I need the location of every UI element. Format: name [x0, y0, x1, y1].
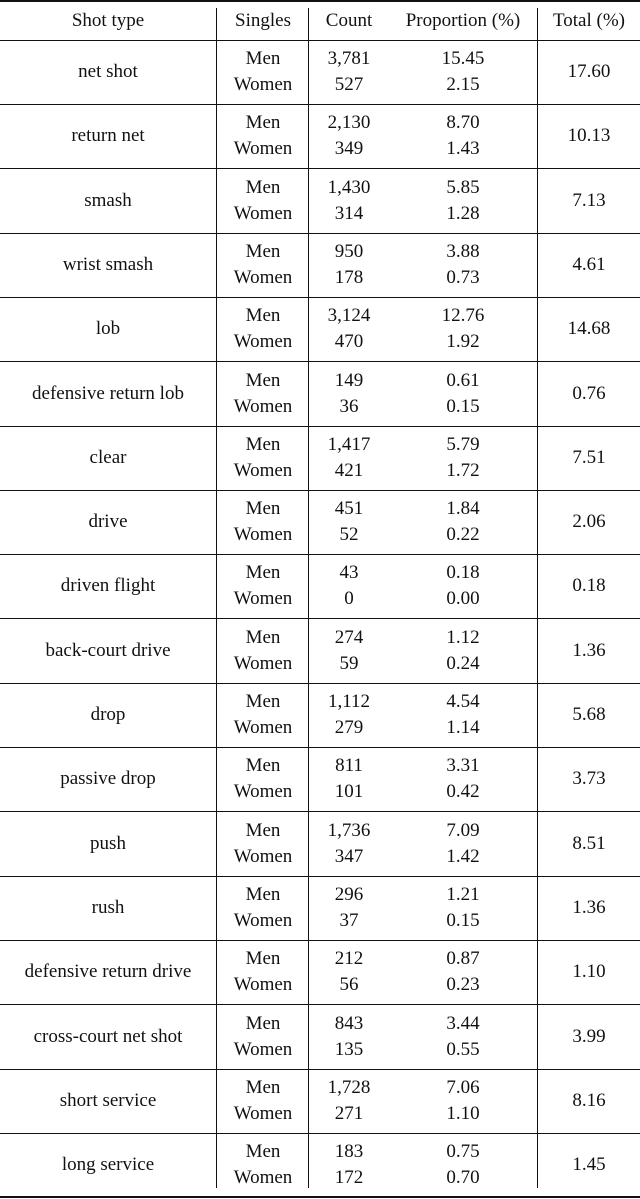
- proportion-cell-men: 5.79: [446, 433, 480, 455]
- count-cell-men: 2,130: [327, 112, 371, 134]
- singles-cell: [218, 748, 308, 810]
- proportion-cell-men: 5.85: [446, 176, 480, 198]
- total-cell: 8.16: [572, 1089, 606, 1111]
- singles-cell: [218, 41, 308, 103]
- shot-type-cell: short service: [59, 1089, 157, 1111]
- count-cell-women: 279: [334, 717, 364, 738]
- proportion-cell: [389, 41, 537, 103]
- table-row: [0, 813, 640, 877]
- count-cell-men: 1,430: [327, 176, 371, 198]
- proportion-cell-men: 7.09: [446, 819, 480, 841]
- header-shot-type: Shot type: [71, 10, 145, 31]
- proportion-cell-men: 0.61: [446, 369, 480, 391]
- proportion-cell-women: 0.15: [446, 909, 480, 931]
- table-row: [0, 1134, 640, 1198]
- proportion-cell-men: 0.87: [446, 948, 480, 970]
- singles-cell-men: Men: [245, 433, 281, 455]
- count-cell: [309, 620, 389, 682]
- count-cell-men: 843: [334, 1012, 364, 1034]
- singles-cell-women: Women: [233, 1167, 293, 1189]
- count-cell-women: 349: [334, 138, 364, 160]
- table-row: [0, 427, 640, 491]
- table-row: [0, 684, 640, 748]
- count-cell: [309, 234, 389, 296]
- proportion-cell-women: 1.28: [446, 202, 480, 224]
- table-row: [0, 170, 640, 234]
- proportion-cell: [389, 555, 537, 617]
- singles-cell: [218, 941, 308, 1003]
- table-row: [0, 555, 640, 619]
- count-cell: [309, 298, 389, 360]
- singles-cell: [218, 1006, 308, 1068]
- shot-type-cell: long service: [61, 1154, 155, 1176]
- singles-cell-women: Women: [233, 138, 293, 160]
- singles-cell-women: Women: [233, 1038, 293, 1060]
- total-cell: 8.51: [572, 832, 606, 854]
- count-cell-women: 37: [339, 909, 359, 931]
- total-cell: 3.73: [572, 768, 606, 790]
- proportion-cell-men: 12.76: [441, 305, 485, 327]
- singles-cell-men: Men: [245, 948, 281, 970]
- table-row: [0, 1070, 640, 1134]
- count-cell-men: 149: [334, 369, 364, 391]
- singles-cell: [218, 1134, 308, 1196]
- singles-cell-men: Men: [245, 498, 281, 520]
- singles-cell-men: Men: [245, 1141, 281, 1163]
- total-cell: 3.99: [572, 1025, 606, 1047]
- count-cell-women: 527: [334, 74, 364, 95]
- singles-cell-women: Women: [233, 74, 293, 95]
- proportion-cell-women: 0.24: [446, 652, 480, 674]
- proportion-cell-men: 4.54: [446, 691, 480, 712]
- count-cell: [309, 105, 389, 167]
- count-cell: [309, 491, 389, 553]
- singles-cell-women: Women: [233, 524, 293, 546]
- singles-cell-men: Men: [245, 305, 281, 327]
- shot-type-cell: back-court drive: [45, 639, 171, 661]
- proportion-cell: [389, 748, 537, 810]
- count-cell-women: 0: [344, 588, 354, 610]
- table-row: [0, 748, 640, 812]
- count-cell: [309, 1070, 389, 1132]
- proportion-cell-men: 0.75: [446, 1141, 480, 1163]
- proportion-cell-women: 1.92: [446, 331, 480, 353]
- proportion-cell: [389, 684, 537, 746]
- shot-type-cell: smash: [84, 189, 132, 211]
- total-cell: 2.06: [572, 511, 606, 533]
- singles-cell-men: Men: [245, 562, 281, 584]
- singles-cell: [218, 555, 308, 617]
- count-cell: [309, 684, 389, 746]
- singles-cell-women: Women: [233, 974, 293, 996]
- count-cell-men: 1,417: [327, 433, 371, 455]
- shot-type-cell: defensive return lob: [32, 382, 184, 404]
- table-row: [0, 1006, 640, 1070]
- shot-type-cell: net shot: [78, 61, 138, 82]
- singles-cell: [218, 298, 308, 360]
- count-cell-women: 421: [334, 459, 364, 481]
- shot-type-cell: lob: [95, 318, 121, 340]
- total-cell: 1.36: [572, 896, 606, 918]
- total-cell: 7.51: [572, 446, 606, 468]
- total-cell: 17.60: [567, 61, 611, 82]
- count-cell-men: 274: [334, 626, 364, 648]
- singles-cell-men: Men: [245, 883, 281, 905]
- singles-cell: [218, 427, 308, 489]
- singles-cell-men: Men: [245, 691, 281, 712]
- total-cell: 4.61: [572, 253, 606, 275]
- shot-type-cell: push: [90, 832, 126, 854]
- singles-cell-men: Men: [245, 240, 281, 262]
- proportion-cell: [389, 298, 537, 360]
- singles-cell-men: Men: [245, 176, 281, 198]
- table-row: [0, 41, 640, 105]
- proportion-cell: [389, 813, 537, 875]
- shot-type-cell: defensive return drive: [24, 961, 192, 983]
- proportion-cell: [389, 491, 537, 553]
- count-cell-men: 811: [335, 755, 363, 777]
- shot-type-cell: cross-court net shot: [33, 1025, 183, 1047]
- singles-cell-women: Women: [233, 459, 293, 481]
- proportion-cell: [389, 620, 537, 682]
- singles-cell-men: Men: [245, 626, 281, 648]
- proportion-cell-women: 0.55: [446, 1038, 480, 1060]
- count-cell-men: 1,736: [327, 819, 371, 841]
- singles-cell-women: Women: [233, 395, 293, 417]
- proportion-cell: [389, 877, 537, 939]
- proportion-cell-women: 1.10: [446, 1102, 480, 1124]
- singles-cell-women: Women: [233, 1102, 293, 1124]
- table-bottom-rule: [0, 1196, 640, 1198]
- count-cell-men: 43: [339, 562, 359, 584]
- count-cell: [309, 1006, 389, 1068]
- proportion-cell: [389, 234, 537, 296]
- count-cell: [309, 1134, 389, 1196]
- singles-cell: [218, 813, 308, 875]
- shot-type-cell: rush: [91, 896, 125, 918]
- proportion-cell-women: 2.15: [446, 74, 480, 95]
- count-cell-women: 314: [334, 202, 364, 224]
- count-cell-women: 470: [334, 331, 364, 353]
- singles-cell: [218, 105, 308, 167]
- singles-cell: [218, 234, 308, 296]
- singles-cell-men: Men: [245, 819, 281, 841]
- proportion-cell-women: 0.00: [446, 588, 480, 610]
- table-row: [0, 298, 640, 362]
- count-cell-men: 183: [334, 1141, 364, 1163]
- singles-cell-women: Women: [233, 588, 293, 610]
- count-cell-women: 52: [339, 524, 359, 546]
- proportion-cell-women: 1.14: [446, 717, 480, 738]
- count-cell-men: 950: [334, 240, 364, 262]
- singles-cell-women: Women: [233, 652, 293, 674]
- proportion-cell: [389, 105, 537, 167]
- shot-type-cell: driven flight: [60, 575, 156, 597]
- singles-cell: [218, 877, 308, 939]
- count-cell-men: 3,781: [327, 48, 371, 69]
- header-singles: Singles: [235, 10, 291, 31]
- shot-type-cell: drop: [90, 704, 126, 725]
- singles-cell-women: Women: [233, 266, 293, 288]
- shot-type-cell: drive: [88, 511, 128, 533]
- singles-cell-women: Women: [233, 909, 293, 931]
- proportion-cell-men: 7.06: [446, 1076, 480, 1098]
- proportion-cell-men: 8.70: [446, 112, 480, 134]
- proportion-cell-women: 1.72: [446, 459, 480, 481]
- table-row: [0, 620, 640, 684]
- table-row: [0, 491, 640, 555]
- singles-cell-women: Women: [233, 331, 293, 353]
- proportion-cell-men: 1.21: [446, 883, 480, 905]
- column-divider: [537, 8, 538, 1188]
- count-cell-women: 347: [334, 845, 364, 867]
- singles-cell: [218, 1070, 308, 1132]
- total-cell: 1.45: [572, 1154, 606, 1176]
- count-cell-women: 101: [334, 781, 364, 803]
- proportion-cell-women: 0.73: [446, 266, 480, 288]
- proportion-cell-men: 1.12: [446, 626, 480, 648]
- singles-cell: [218, 491, 308, 553]
- header-proportion: Proportion (%): [405, 10, 521, 31]
- proportion-cell-women: 0.23: [446, 974, 480, 996]
- table-row: [0, 877, 640, 941]
- proportion-cell-men: 15.45: [441, 48, 485, 69]
- proportion-cell: [389, 1006, 537, 1068]
- proportion-cell-women: 0.70: [446, 1167, 480, 1189]
- total-cell: 10.13: [567, 125, 611, 147]
- count-cell-women: 56: [339, 974, 359, 996]
- count-cell-men: 451: [334, 498, 364, 520]
- proportion-cell-women: 0.42: [446, 781, 480, 803]
- header-count: Count: [325, 10, 373, 31]
- count-cell-women: 135: [334, 1038, 364, 1060]
- total-cell: 0.18: [572, 575, 606, 597]
- count-cell: [309, 555, 389, 617]
- singles-cell-men: Men: [245, 755, 281, 777]
- shot-type-cell: passive drop: [60, 768, 156, 790]
- count-cell: [309, 877, 389, 939]
- singles-cell: [218, 363, 308, 425]
- count-cell: [309, 170, 389, 232]
- shot-type-cell: return net: [71, 125, 145, 147]
- proportion-cell: [389, 941, 537, 1003]
- count-cell-men: 212: [334, 948, 364, 970]
- proportion-cell-men: 3.44: [446, 1012, 480, 1034]
- count-cell-men: 1,728: [327, 1076, 371, 1098]
- shot-type-cell: wrist smash: [62, 253, 154, 275]
- count-cell-men: 1,112: [327, 691, 371, 712]
- proportion-cell-women: 0.15: [446, 395, 480, 417]
- proportion-cell-men: 3.88: [446, 240, 480, 262]
- count-cell: [309, 363, 389, 425]
- count-cell: [309, 427, 389, 489]
- singles-cell: [218, 620, 308, 682]
- count-cell-men: 296: [334, 883, 364, 905]
- proportion-cell-women: 1.42: [446, 845, 480, 867]
- singles-cell-women: Women: [233, 717, 293, 738]
- singles-cell: [218, 170, 308, 232]
- singles-cell-men: Men: [245, 48, 281, 69]
- header-total: Total (%): [552, 10, 625, 31]
- column-divider: [216, 8, 217, 1188]
- count-cell: [309, 813, 389, 875]
- table-header: [0, 2, 640, 40]
- count-cell-women: 271: [334, 1102, 364, 1124]
- total-cell: 14.68: [567, 318, 611, 340]
- singles-cell-women: Women: [233, 781, 293, 803]
- proportion-cell-men: 3.31: [446, 755, 480, 777]
- table-row: [0, 105, 640, 169]
- count-cell: [309, 748, 389, 810]
- proportion-cell-men: 1.84: [446, 498, 480, 520]
- total-cell: 5.68: [572, 704, 606, 725]
- singles-cell-women: Women: [233, 845, 293, 867]
- total-cell: 1.10: [572, 961, 606, 983]
- proportion-cell-women: 0.22: [446, 524, 480, 546]
- table-row: [0, 363, 640, 427]
- proportion-cell-men: 0.18: [446, 562, 480, 584]
- proportion-cell: [389, 427, 537, 489]
- proportion-cell: [389, 170, 537, 232]
- count-cell-men: 3,124: [327, 305, 371, 327]
- count-cell-women: 172: [334, 1167, 364, 1189]
- column-divider: [308, 8, 309, 1188]
- count-cell-women: 178: [334, 266, 364, 288]
- proportion-cell: [389, 1134, 537, 1196]
- proportion-cell-women: 1.43: [446, 138, 480, 160]
- proportion-cell: [389, 363, 537, 425]
- total-cell: 7.13: [572, 189, 606, 211]
- singles-cell-women: Women: [233, 202, 293, 224]
- count-cell: [309, 41, 389, 103]
- count-cell-women: 36: [339, 395, 359, 417]
- singles-cell-men: Men: [245, 112, 281, 134]
- proportion-cell: [389, 1070, 537, 1132]
- table-row: [0, 234, 640, 298]
- shot-type-cell: clear: [89, 446, 127, 468]
- singles-cell-men: Men: [245, 369, 281, 391]
- count-cell: [309, 941, 389, 1003]
- total-cell: 0.76: [572, 382, 606, 404]
- singles-cell-men: Men: [245, 1076, 281, 1098]
- total-cell: 1.36: [572, 639, 606, 661]
- singles-cell: [218, 684, 308, 746]
- table-row: [0, 941, 640, 1005]
- singles-cell-men: Men: [245, 1012, 281, 1034]
- count-cell-women: 59: [339, 652, 359, 674]
